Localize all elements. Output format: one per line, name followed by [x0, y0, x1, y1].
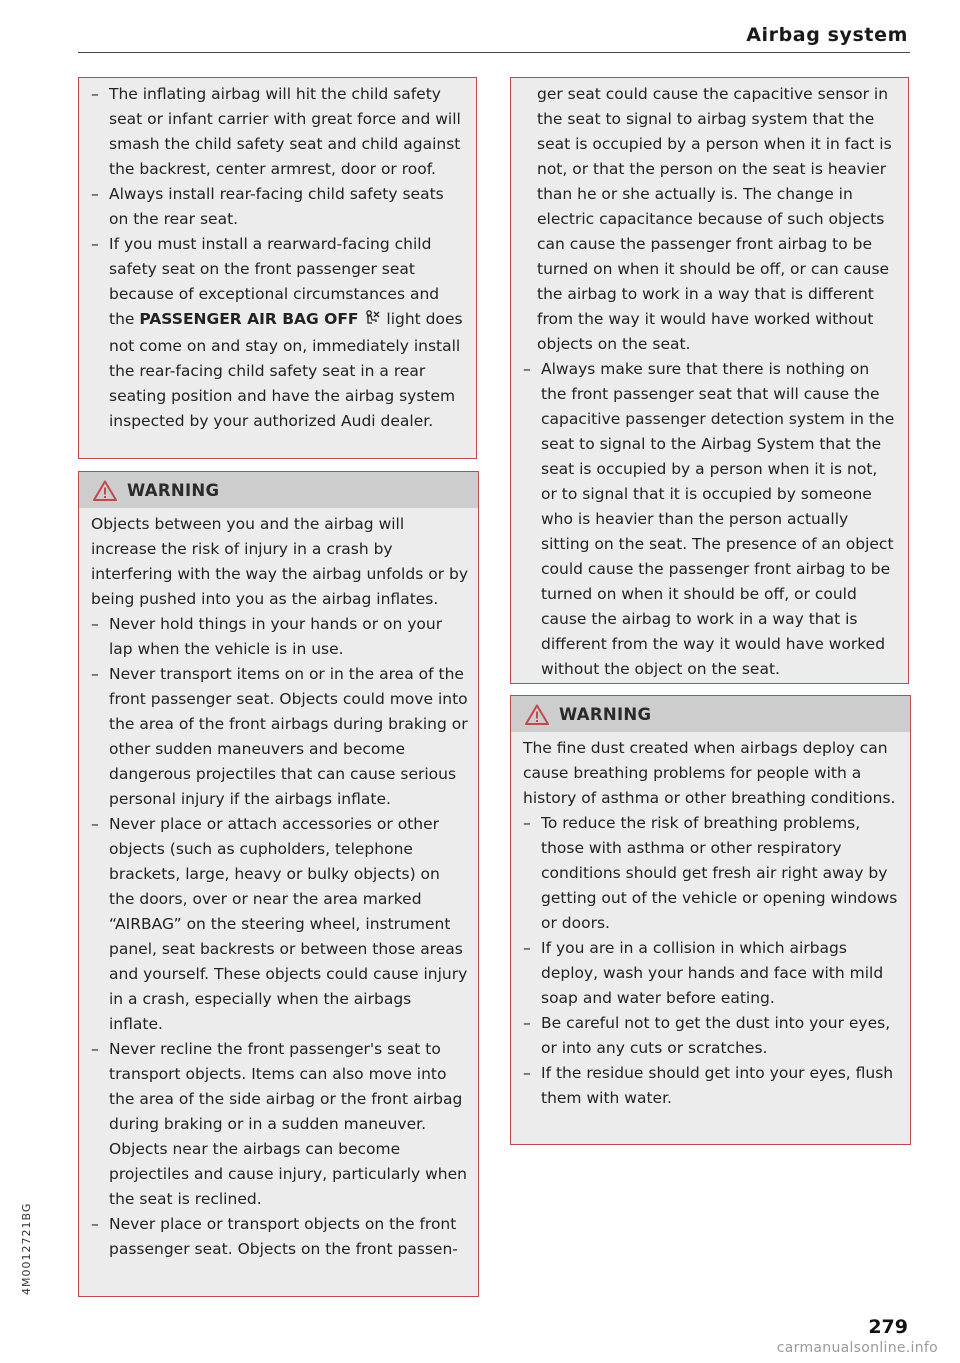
list-item: – If the residue should get into your eyes, flush them with water.: [523, 1061, 900, 1111]
warning-title: WARNING: [559, 704, 652, 724]
list-item: – Always install rear-facing child safety seats on the rear seat.: [91, 182, 466, 232]
passenger-airbag-off-label: PASSENGER AIR BAG OFF: [139, 310, 359, 328]
list-item: – Always make sure that there is nothing on the front passenger seat that will cause the capacitive passenger detection system in the seat to signal to the Airbag System that the seat is occupied by a person when it is not, or to signal that it is occupied by someone who is heavier than the person actually sitting on the seat. The presence of an object could cause the passenger front airbag to be turned on when it should be off, or could cause the airbag to work in a way that is different from the way it would have worked without the object on the seat.: [523, 357, 898, 682]
list-item-text: light does not come on and stay on, immediately install the rear-facing child safety seat in a rear seating position and have the airbag system inspected by your authorized Audi dealer.: [109, 310, 463, 430]
list-item: – To reduce the risk of breathing problems, those with asthma or other respiratory conditions should get fresh air right away by getting out of the vehicle or opening windows or doors.: [523, 811, 900, 936]
list-item: – Never place or attach accessories or other objects (such as cupholders, telephone brackets, large, heavy or bulky objects) on the doors, over or near the area marked “AIRBAG” on the steering wheel, instrument panel, seat backrests or between those areas and yourself. These objects could cause injury in a crash, especially when the airbags inflate.: [91, 812, 468, 1037]
left-warning-box: [78, 471, 479, 1297]
list-item-text: If you must install a rearward-facing child safety seat on the front passenger seat because of exceptional circumstances and the: [109, 235, 440, 328]
list-item: – Never transport items on or in the area of the front passenger seat. Objects could move into the area of the front airbags during braking or other sudden maneuvers and become dangerous projectiles that can cause serious personal injury if the airbags inflate.: [91, 662, 468, 812]
header-divider: [78, 52, 910, 53]
right-continuation-list: [523, 357, 898, 682]
warning-intro: Objects between you and the airbag will increase the risk of injury in a crash by interfering with the way the airbag unfolds or by being pushed into you as the airbag inflates.: [91, 515, 469, 608]
page-number: 279: [868, 1316, 908, 1338]
continuation-text: ger seat could cause the capacitive sensor in the seat to signal to airbag system that the seat is occupied by a person when it in fact is not, or that the person on the seat is heavier than he or she actually is. The change in electric capacitance because of such objects can cause the passenger front airbag to be turned on when it should be off, or can cause the airbag to work in a way that is different from the way it would have worked without objects on the seat.: [537, 85, 892, 353]
warning-list: [91, 612, 468, 1262]
section-title: Airbag system: [746, 24, 908, 46]
warning-intro: The fine dust created when airbags deploy can cause breathing problems for people with a history of asthma or other breathing conditions.: [523, 739, 896, 807]
left-continuation-box: [78, 77, 477, 459]
list-item: – If you are in a collision in which airbags deploy, wash your hands and face with mild soap and water before eating.: [523, 936, 900, 1011]
list-item: – The inflating airbag will hit the child safety seat or infant carrier with great force and will smash the child safety seat and child against the backrest, center armrest, door or roof.: [91, 82, 466, 182]
warning-header: [511, 696, 910, 732]
warning-header: [79, 472, 478, 508]
warning-body: [511, 732, 910, 1113]
list-item: – Never recline the front passenger's seat to transport objects. Items can also move into the area of the side airbag or the front airbag during braking or in a sudden maneuver. Objects near the airbags can become projectiles and cause injury, particularly when the seat is reclined.: [91, 1037, 468, 1212]
warning-list: [523, 811, 900, 1111]
document-code: 4M0012721BG: [20, 1202, 33, 1295]
right-continuation-box: [510, 77, 909, 684]
warning-triangle-icon: [525, 704, 549, 725]
watermark: carmanualsonline.info: [776, 1340, 938, 1356]
passenger-airbag-off-icon: [363, 309, 381, 334]
warning-body: [79, 508, 478, 1264]
warning-title: WARNING: [127, 480, 220, 500]
list-item: – Never hold things in your hands or on your lap when the vehicle is in use.: [91, 612, 468, 662]
list-item: [91, 232, 466, 434]
right-warning-box: [510, 695, 911, 1145]
list-item: – Be careful not to get the dust into your eyes, or into any cuts or scratches.: [523, 1011, 900, 1061]
list-item: – Never place or transport objects on the front passenger seat. Objects on the front passen-: [91, 1212, 468, 1262]
left-continuation-list: [91, 82, 466, 434]
warning-triangle-icon: [93, 480, 117, 501]
